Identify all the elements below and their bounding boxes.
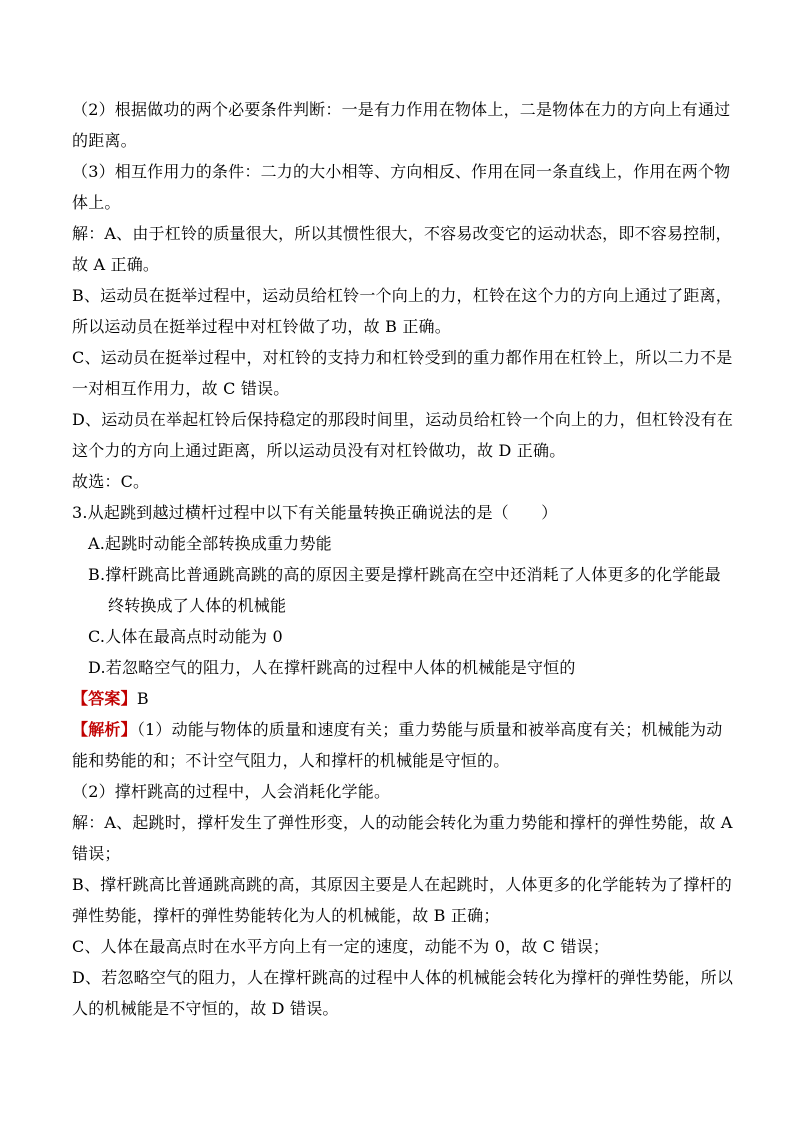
question-stem: 3.从起跳到越过横杆过程中以下有关能量转换正确说法的是（ ） (72, 503, 558, 522)
solution-line: C、运动员在挺举过程中，对杠铃的支持力和杠铃受到的重力都作用在杠铃上，所以二力不是 (72, 348, 733, 367)
solution-line: 错误； (72, 844, 121, 863)
solution-line: B、撑杆跳高比普通跳高跳的高，其原因主要是人在起跳时，人体更多的化学能转为了撑杆的 (72, 875, 732, 894)
analysis-tag: 【解析】 (72, 720, 137, 739)
option-c: C.人体在最高点时动能为 0 (88, 627, 283, 646)
document-body (72, 94, 734, 1024)
solution-line: B、运动员在挺举过程中，运动员给杠铃一个向上的力，杠铃在这个力的方向上通过了距离， (72, 286, 732, 305)
text-line: （3）相互作用力的条件：二力的大小相等、方向相反、作用在同一条直线上，作用在两个物 (72, 162, 731, 181)
choice-line: 故选：C。 (72, 472, 150, 491)
solution-line: 人的机械能是不守恒的，故 D 错误。 (72, 999, 339, 1018)
solution-line: 故 A 正确。 (72, 255, 160, 274)
option-b-continued: 终转换成了人体的机械能 (108, 596, 287, 615)
solution-line: 这个力的方向上通过距离，所以运动员没有对杠铃做功，故 D 正确。 (72, 441, 566, 460)
solution-line: 弹性势能，撑杆的弹性势能转化为人的机械能，故 B 正确； (72, 906, 500, 925)
option-d: D.若忽略空气的阻力，人在撑杆跳高的过程中人体的机械能是守恒的 (88, 658, 576, 677)
solution-line: D、运动员在举起杠铃后保持稳定的那段时间里，运动员给杠铃一个向上的力，但杠铃没有在 (72, 410, 734, 429)
solution-line: 解：A、起跳时，撑杆发生了弹性形变，人的动能会转化为重力势能和撑杆的弹性势能，故 A (72, 813, 733, 832)
solution-line: 一对相互作用力，故 C 错误。 (72, 379, 290, 398)
option-a: A.起跳时动能全部转换成重力势能 (88, 534, 332, 553)
solution-line: D、若忽略空气的阻力，人在撑杆跳高的过程中人体的机械能会转化为撑杆的弹性势能，所以 (72, 968, 734, 987)
text-line: 体上。 (72, 193, 121, 212)
analysis-line: （2）撑杆跳高的过程中，人会消耗化学能。 (72, 782, 391, 801)
text-line: （2）根据做功的两个必要条件判断：一是有力作用在物体上，二是物体在力的方向上有通过 (72, 100, 731, 119)
solution-line: 解：A、由于杠铃的质量很大，所以其惯性很大，不容易改变它的运动状态，即不容易控制， (72, 224, 732, 243)
answer-tag: 【答案】 (72, 689, 137, 708)
solution-line: 所以运动员在挺举过程中对杠铃做了功，故 B 正确。 (72, 317, 451, 336)
option-b: B.撑杆跳高比普通跳高跳的高的原因主要是撑杆跳高在空中还消耗了人体更多的化学能最 (88, 565, 721, 584)
analysis-line: 能和势能的和；不计空气阻力，人和撑杆的机械能是守恒的。 (72, 751, 510, 770)
analysis-text: （1）动能与物体的质量和速度有关；重力势能与质量和被举高度有关；机械能为动 (136, 720, 723, 739)
answer-value: B (136, 689, 149, 708)
solution-line: C、人体在最高点时在水平方向上有一定的速度，动能不为 0，故 C 错误； (72, 937, 610, 956)
text-line: 的距离。 (72, 131, 137, 150)
answer-line (72, 683, 724, 714)
analysis-line (72, 714, 724, 745)
